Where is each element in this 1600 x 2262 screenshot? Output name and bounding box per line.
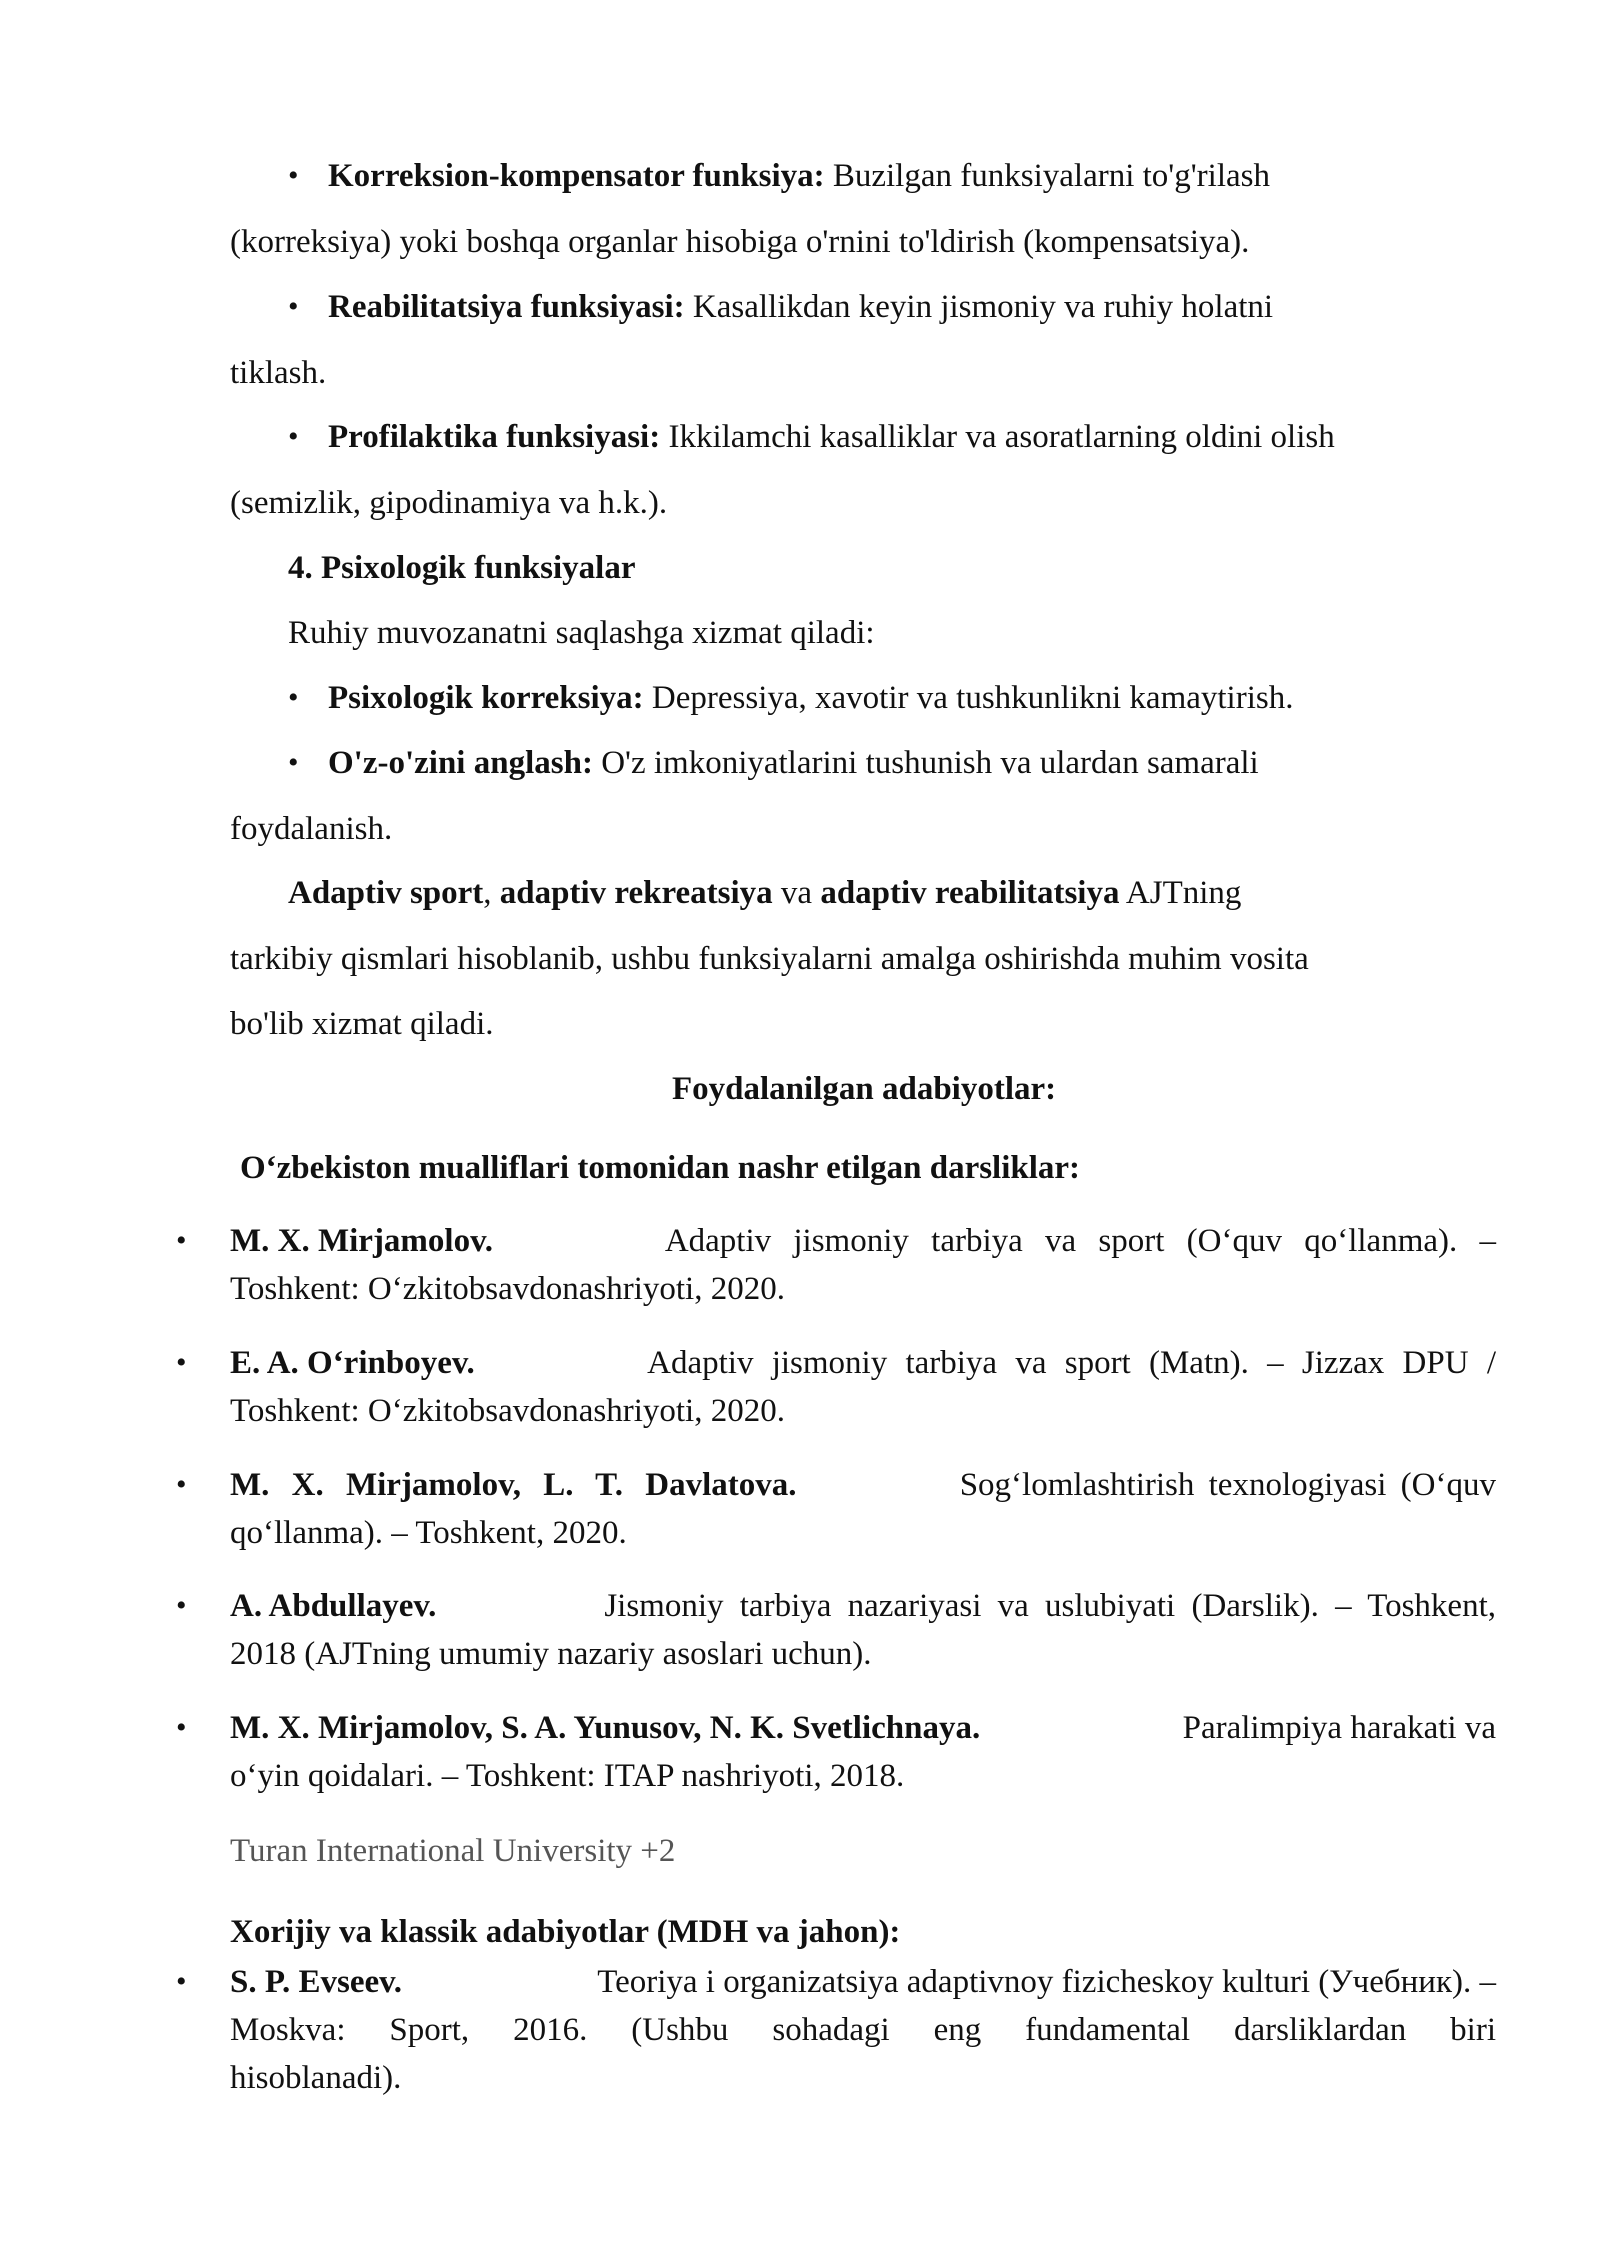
bullet: • [176, 1224, 187, 1257]
reference-text-continued: qo‘llanma). – Toshkent, 2020. [230, 1515, 627, 1551]
section-intro: Ruhiy muvozanatni saqlashga xizmat qiladi: [288, 615, 875, 651]
item-term: Korreksion-kompensator funksiya: [328, 158, 825, 194]
item-term: Profilaktika funksiyasi: [328, 419, 661, 455]
reference-text: Paralimpiya harakati va [1182, 1710, 1496, 1746]
reference-text: Teoriya i organizatsiya adaptivnoy fizicheskoy kulturi (Учебник). – [597, 1964, 1496, 2000]
item-text: Kasallikdan keyin jismoniy va ruhiy holatni [684, 289, 1274, 325]
term-adaptive-rehabilitation: adaptiv reabilitatsiya [820, 875, 1120, 911]
bullet: • [288, 159, 299, 192]
conjunction-text: va [772, 875, 821, 911]
list-item [328, 743, 1259, 783]
reference-item [230, 1465, 1496, 1505]
bullet: • [176, 1711, 187, 1744]
reference-item [230, 1221, 1496, 1261]
reference-text-continued: hisoblanadi). [230, 2060, 402, 2096]
reference-item [230, 1343, 1496, 1383]
item-text: Depressiya, xavotir va tushkunlikni kamaytirish. [643, 680, 1294, 716]
list-item [328, 417, 1335, 457]
reference-text-continued: Toshkent: O‘zkitobsavdonashriyoti, 2020. [230, 1271, 785, 1307]
reference-text: Jismoniy tarbiya nazariyasi va uslubiyati (Darslik). – Toshkent, [604, 1588, 1496, 1624]
section-heading: 4. Psixologik funksiyalar [288, 550, 636, 586]
reference-item [230, 1586, 1496, 1626]
reference-text-continued: Toshkent: O‘zkitobsavdonashriyoti, 2020. [230, 1393, 785, 1429]
reference-item [230, 1708, 1496, 1748]
reference-item [230, 1962, 1496, 2002]
bullet: • [176, 1346, 187, 1379]
bullet: • [288, 290, 299, 323]
reference-text: Adaptiv jismoniy tarbiya va sport (Matn). – Jizzax DPU / [647, 1345, 1496, 1381]
item-term: Psixologik korreksiya: [328, 680, 644, 716]
references-title-text: Foydalanilgan adabiyotlar: [672, 1071, 1057, 1107]
reference-author: M. X. Mirjamolov, S. A. Yunusov, N. K. Svetlichnaya. [230, 1710, 981, 1746]
item-text-continued: (semizlik, gipodinamiya va h.k.). [230, 485, 668, 521]
reference-text-continued: 2018 (AJTning umumiy nazariy asoslari uchun). [230, 1636, 872, 1672]
bullet: • [288, 420, 299, 453]
item-term: O'z-o'zini anglash: [328, 745, 593, 781]
item-term: Reabilitatsiya funksiyasi: [328, 289, 685, 325]
reference-text-continued: Moskva: Sport, 2016. (Ushbu sohadagi eng fundamental darsliklardan biri [230, 2012, 1496, 2048]
term-adaptive-sport: Adaptiv sport [288, 875, 484, 911]
item-text-continued: foydalanish. [230, 811, 393, 847]
item-text-continued: tiklash. [230, 355, 327, 391]
uz-heading: O‘zbekiston mualliflari tomonidan nashr etilgan darsliklar: [240, 1150, 1081, 1186]
bullet: • [176, 1965, 187, 1998]
list-item [328, 287, 1273, 327]
summary-paragraph [288, 873, 1241, 913]
reference-author: S. P. Evseev. [230, 1964, 403, 2000]
reference-author: M. X. Mirjamolov. [230, 1223, 494, 1259]
reference-text-continued: o‘yin qoidalari. – Toshkent: ITAP nashriyoti, 2018. [230, 1758, 905, 1794]
term-adaptive-recreation: adaptiv rekreatsiya [499, 875, 773, 911]
item-text-continued: (korreksiya) yoki boshqa organlar hisobiga o'rnini to'ldirish (kompensatsiya). [230, 224, 1250, 260]
summary-line: tarkibiy qismlari hisoblanib, ushbu funksiyalarni amalga oshirishda muhim vosita [230, 941, 1309, 977]
source-note: Turan International University +2 [230, 1833, 676, 1869]
bullet: • [288, 746, 299, 779]
summary-tail: AJTning [1119, 875, 1242, 911]
reference-author: E. A. O‘rinboyev. [230, 1345, 475, 1381]
summary-line: bo'lib xizmat qiladi. [230, 1006, 494, 1042]
item-text: O'z imkoniyatlarini tushunish va ulardan samarali [592, 745, 1259, 781]
separator-text: , [483, 875, 500, 911]
item-text: Buzilgan funksiyalarni to'g'rilash [824, 158, 1270, 194]
bullet: • [176, 1589, 187, 1622]
reference-author: M. X. Mirjamolov, L. T. Davlatova. [230, 1467, 797, 1503]
list-item [328, 678, 1293, 718]
list-item [328, 156, 1270, 196]
reference-author: A. Abdullayev. [230, 1588, 437, 1624]
bullet: • [176, 1468, 187, 1501]
reference-text: Adaptiv jismoniy tarbiya va sport (O‘quv qo‘llanma). – [664, 1223, 1496, 1259]
bullet: • [288, 681, 299, 714]
reference-text: Sog‘lomlashtirish texnologiyasi (O‘quv [959, 1467, 1496, 1503]
foreign-heading: Xorijiy va klassik adabiyotlar (MDH va jahon): [230, 1914, 901, 1950]
item-text: Ikkilamchi kasalliklar va asoratlarning oldini olish [660, 419, 1335, 455]
